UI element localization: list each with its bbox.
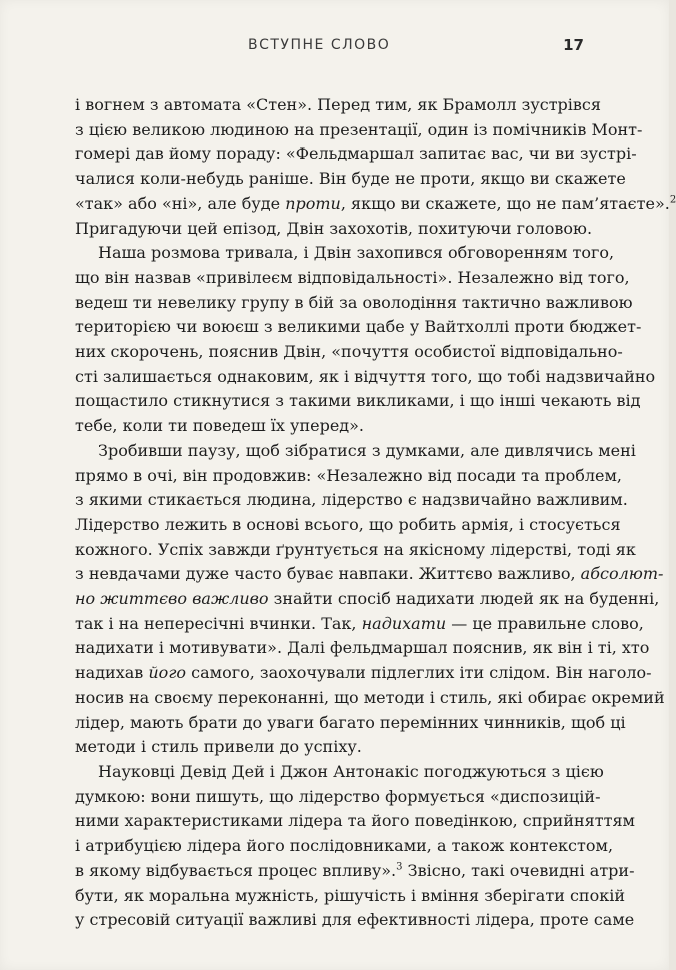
text-line: ними характеристиками лідера та його поведінкою, сприйняттям [75,811,635,831]
text-line: і вогнем з автомата «Стен». Перед тим, як Брамолл зустрівся [75,95,601,114]
text-run: в якому відбувається процес впливу». [75,860,397,880]
page-header [0,37,669,59]
text-run: «так» або «ні», але буде [75,193,286,213]
footnote-ref: 2 [669,194,676,206]
text-run: знайти спосіб надихати людей як на буденні, [273,589,660,609]
text-line: гомері дав йому пораду: «Фельдмаршал запитає вас, чи ви зустрі- [75,144,637,164]
text-run: надихав [75,663,149,683]
body-text [75,93,676,933]
text-line: надихати і мотивувати». Далі фельдмаршал пояснив, як він і ті, хто [75,638,650,658]
text-line: бути, як моральна мужність, рішучість і вміння зберігати спокій [75,885,625,905]
footnote-ref: 3 [396,861,403,873]
paragraph-1 [75,93,676,241]
emphasis: його [148,663,187,683]
emphasis: надихати [361,613,447,633]
text-line: думкою: вони пишуть, що лідерство формується «диспозицій- [75,786,601,806]
text-line [75,612,644,637]
text-run: з невдачами дуже часто буває навпаки. Життєво важливо, [75,564,581,584]
text-line: методи і стиль привели до успіху. [75,737,362,757]
text-line: Наша розмова тривала, і Двін захопився обговоренням того, [98,243,615,263]
emphasis: абсолют- [580,564,664,584]
text-line: що він назвав «привілеєм відповідальності». Незалежно від того, [75,267,630,287]
running-head: ВСТУПНЕ СЛОВО [248,37,391,53]
text-line: Пригадуючи цей епізод, Двін захохотів, похитуючи головою. [75,218,593,238]
text-run: Звісно, такі очевидні атри- [402,860,635,880]
text-line: у стресовій ситуації важливі для ефективності лідера, проте саме [75,910,635,930]
text-line: з цією великою людиною на презентації, один із помічників Монт- [75,119,643,139]
text-line: сті залишається однаковим, як і відчуття того, що тобі надзвичайно [75,366,656,386]
text-line: Лідерство лежить в основі всього, що робить армія, і стосується [75,514,621,534]
text-line: територією чи воюєш з великими цабе у Вайтхоллі проти бюджет- [75,317,642,337]
text-line [75,859,635,884]
text-line [75,562,664,587]
text-run: самого, заохочували підлеглих іти слідом. Він наголо- [186,663,652,683]
paragraph-4 [75,760,635,933]
text-line: ведеш ти невелику групу в бій за оволодіння тактично важливою [75,292,633,312]
text-run: так і на непересічні вчинки. Так, [75,613,362,633]
text-line: прямо в очі, він продовжив: «Незалежно від посади та проблем, [75,465,623,485]
paragraph-2 [75,241,656,439]
paragraph-3 [75,439,665,760]
text-line: пощастило стикнутися з такими викликами, і що інші чекають від [75,391,641,411]
text-line: тебе, коли ти поведеш їх уперед». [75,416,365,436]
text-line: носив на своєму переконанні, що методи і стиль, які обирає окремий [75,687,665,707]
text-line: лідер, мають брати до уваги багато перемінних чинників, щоб ці [75,712,626,732]
text-line: кожного. Успіх завжди ґрунтується на якісному лідерстві, тоді як [75,539,636,559]
text-line: них скорочень, пояснив Двін, «почуття особистої відповідально- [75,342,623,362]
text-line: і атрибуцією лідера його послідовниками, а також контекстом, [75,836,614,856]
text-line [75,661,652,686]
text-line [75,587,660,612]
text-line: з якими стикається людина, лідерство є надзвичайно важливим. [75,490,628,510]
text-run: — це правильне слово, [446,613,644,633]
text-line: Зробивши паузу, щоб зібратися з думками, але дивлячись мені [98,440,636,460]
page-number: 17 [563,36,584,54]
emphasis: проти [285,193,341,213]
text-line: чалися коли-небудь раніше. Він буде не проти, якщо ви скажете [75,169,626,189]
emphasis: но життєво важливо [75,589,269,609]
text-line [75,192,676,217]
text-line: Науковці Девід Дей і Джон Антонакіс погоджуються з цією [98,761,604,781]
text-run: , якщо ви скажете, що не пам’ятаєте». [340,193,670,213]
